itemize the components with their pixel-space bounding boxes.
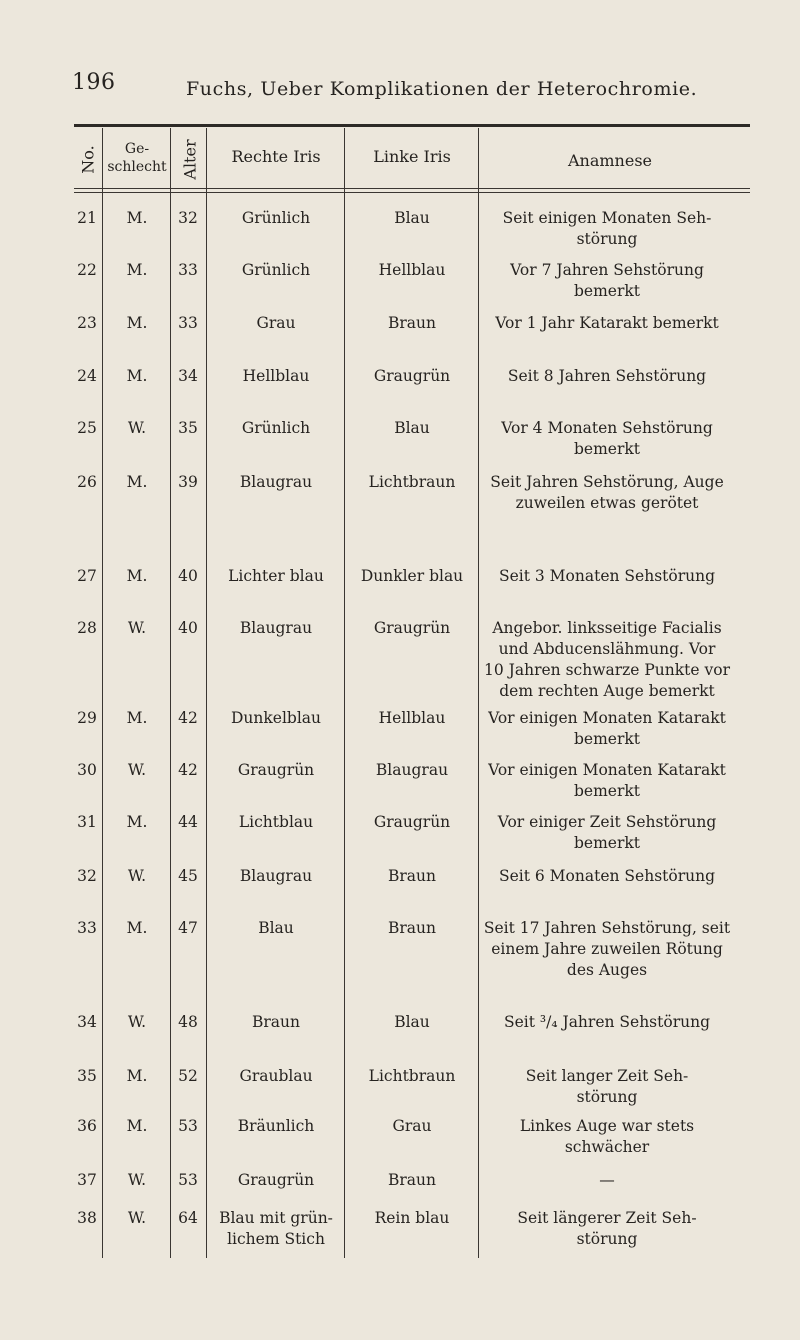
row-anamnesis: Seit 17 Jahren Sehstörung, seit einem Jahre zuweilen Rötung des Auges bbox=[483, 919, 731, 979]
row-anamnesis: — bbox=[599, 1171, 615, 1189]
column-rule-1 bbox=[102, 128, 103, 1258]
row-right-iris: Bräunlich bbox=[237, 1117, 315, 1135]
row-anamnesis: Seit längerer Zeit Seh- störung bbox=[517, 1209, 697, 1248]
row-anamnesis: Seit Jahren Sehstörung, Auge zuweilen etwas gerötet bbox=[490, 473, 724, 512]
row-number: 31 bbox=[77, 813, 97, 831]
row-sex: M. bbox=[126, 209, 148, 227]
row-sex: W. bbox=[127, 867, 147, 885]
row-sex: W. bbox=[127, 1209, 147, 1227]
row-number: 34 bbox=[77, 1013, 97, 1031]
row-anamnesis: Seit 3 Monaten Sehstörung bbox=[498, 567, 716, 585]
column-rule-5 bbox=[478, 128, 479, 1258]
row-number: 26 bbox=[77, 473, 97, 491]
row-sex: M. bbox=[126, 473, 148, 491]
row-anamnesis: Vor einigen Monaten Katarakt bemerkt bbox=[488, 709, 726, 748]
row-number: 36 bbox=[77, 1117, 97, 1135]
row-anamnesis: Vor 1 Jahr Katarakt bemerkt bbox=[495, 314, 719, 332]
row-sex: M. bbox=[126, 1117, 148, 1135]
row-sex: M. bbox=[126, 919, 148, 937]
row-right-iris: Graugrün bbox=[237, 761, 315, 779]
row-number: 33 bbox=[77, 919, 97, 937]
row-age: 34 bbox=[178, 367, 198, 385]
row-left-iris: Lichtbraun bbox=[368, 1067, 456, 1085]
row-right-iris: Grünlich bbox=[241, 209, 311, 227]
row-anamnesis: Vor einigen Monaten Katarakt bemerkt bbox=[488, 761, 726, 800]
row-right-iris: Blaugrau bbox=[239, 473, 313, 491]
row-right-iris: Blaugrau bbox=[239, 619, 313, 637]
row-age: 40 bbox=[178, 619, 198, 637]
row-left-iris: Graugrün bbox=[373, 367, 451, 385]
row-right-iris: Blau mit grün- lichem Stich bbox=[219, 1209, 333, 1248]
row-age: 42 bbox=[178, 709, 198, 727]
row-age: 53 bbox=[178, 1171, 198, 1189]
row-age: 47 bbox=[178, 919, 198, 937]
row-number: 28 bbox=[77, 619, 97, 637]
row-left-iris: Blau bbox=[394, 209, 430, 227]
row-sex: M. bbox=[126, 567, 148, 585]
running-head: Fuchs, Ueber Komplikationen der Heterochromie. bbox=[186, 78, 698, 100]
row-sex: M. bbox=[126, 813, 148, 831]
row-age: 53 bbox=[178, 1117, 198, 1135]
row-left-iris: Lichtbraun bbox=[368, 473, 456, 491]
row-sex: M. bbox=[126, 261, 148, 279]
header-anamnesis: Anamnese bbox=[567, 151, 653, 170]
row-number: 24 bbox=[77, 367, 97, 385]
header-age: Alter bbox=[180, 139, 200, 180]
row-number: 25 bbox=[77, 419, 97, 437]
row-left-iris: Blaugrau bbox=[375, 761, 449, 779]
row-age: 40 bbox=[178, 567, 198, 585]
row-age: 64 bbox=[178, 1209, 198, 1227]
row-left-iris: Braun bbox=[387, 1171, 436, 1189]
row-number: 32 bbox=[77, 867, 97, 885]
row-age: 48 bbox=[178, 1013, 198, 1031]
row-age: 33 bbox=[178, 261, 198, 279]
row-left-iris: Graugrün bbox=[373, 619, 451, 637]
row-sex: W. bbox=[127, 1013, 147, 1031]
row-right-iris: Lichtblau bbox=[238, 813, 314, 831]
row-sex: M. bbox=[126, 709, 148, 727]
row-sex: W. bbox=[127, 1171, 147, 1189]
row-sex: W. bbox=[127, 761, 147, 779]
row-left-iris: Hellblau bbox=[378, 261, 446, 279]
row-left-iris: Braun bbox=[387, 314, 436, 332]
row-right-iris: Blaugrau bbox=[239, 867, 313, 885]
row-left-iris: Braun bbox=[387, 867, 436, 885]
column-rule-3 bbox=[206, 128, 207, 1258]
row-right-iris: Grünlich bbox=[241, 419, 311, 437]
column-rule-4 bbox=[344, 128, 345, 1258]
row-anamnesis: Seit 6 Monaten Sehstörung bbox=[498, 867, 716, 885]
row-right-iris: Dunkelblau bbox=[230, 709, 322, 727]
row-number: 30 bbox=[77, 761, 97, 779]
row-left-iris: Hellblau bbox=[378, 709, 446, 727]
row-left-iris: Graugrün bbox=[373, 813, 451, 831]
row-number: 35 bbox=[77, 1067, 97, 1085]
header-rule-top bbox=[74, 188, 750, 189]
row-right-iris: Braun bbox=[251, 1013, 300, 1031]
row-anamnesis: Vor einiger Zeit Sehstörung bemerkt bbox=[497, 813, 717, 852]
row-right-iris: Blau bbox=[258, 919, 294, 937]
row-left-iris: Blau bbox=[394, 419, 430, 437]
page-number: 196 bbox=[72, 70, 116, 95]
row-anamnesis: Seit einigen Monaten Seh- störung bbox=[502, 209, 712, 248]
row-age: 35 bbox=[178, 419, 198, 437]
row-left-iris: Braun bbox=[387, 919, 436, 937]
row-number: 27 bbox=[77, 567, 97, 585]
header-sex: Ge- schlecht bbox=[107, 141, 167, 175]
row-sex: M. bbox=[126, 314, 148, 332]
row-sex: M. bbox=[126, 1067, 148, 1085]
row-anamnesis: Seit langer Zeit Seh- störung bbox=[525, 1067, 689, 1106]
row-right-iris: Lichter blau bbox=[228, 567, 324, 585]
row-anamnesis: Seit ³/₄ Jahren Sehstörung bbox=[504, 1013, 710, 1031]
row-right-iris: Grau bbox=[256, 314, 296, 332]
row-number: 37 bbox=[77, 1171, 97, 1189]
row-number: 21 bbox=[77, 209, 97, 227]
row-left-iris: Rein blau bbox=[374, 1209, 450, 1227]
row-sex: W. bbox=[127, 419, 147, 437]
table-top-rule bbox=[74, 124, 750, 127]
row-age: 45 bbox=[178, 867, 198, 885]
row-left-iris: Blau bbox=[394, 1013, 430, 1031]
row-number: 22 bbox=[77, 261, 97, 279]
header-rule-bottom bbox=[74, 192, 750, 193]
row-anamnesis: Seit 8 Jahren Sehstörung bbox=[507, 367, 707, 385]
row-right-iris: Graugrün bbox=[237, 1171, 315, 1189]
row-number: 29 bbox=[77, 709, 97, 727]
row-age: 42 bbox=[178, 761, 198, 779]
header-no: No. bbox=[78, 145, 98, 174]
row-sex: M. bbox=[126, 367, 148, 385]
row-left-iris: Dunkler blau bbox=[360, 567, 464, 585]
row-age: 33 bbox=[178, 314, 198, 332]
row-sex: W. bbox=[127, 619, 147, 637]
row-number: 38 bbox=[77, 1209, 97, 1227]
row-anamnesis: Angebor. linksseitige Facialis und Abducenslähmung. Vor 10 Jahren schwarze Punkte vor dem rechten Auge bemerkt bbox=[484, 619, 730, 700]
row-anamnesis: Vor 4 Monaten Sehstörung bemerkt bbox=[501, 419, 713, 458]
row-anamnesis: Vor 7 Jahren Sehstörung bemerkt bbox=[510, 261, 704, 300]
header-left-iris: Linke Iris bbox=[373, 147, 451, 166]
row-age: 32 bbox=[178, 209, 198, 227]
row-number: 23 bbox=[77, 314, 97, 332]
row-age: 44 bbox=[178, 813, 198, 831]
row-anamnesis: Linkes Auge war stets schwächer bbox=[519, 1117, 695, 1156]
row-left-iris: Grau bbox=[392, 1117, 432, 1135]
row-age: 52 bbox=[178, 1067, 198, 1085]
row-right-iris: Hellblau bbox=[242, 367, 310, 385]
column-rule-2 bbox=[170, 128, 171, 1258]
row-right-iris: Grünlich bbox=[241, 261, 311, 279]
row-right-iris: Graublau bbox=[239, 1067, 313, 1085]
header-right-iris: Rechte Iris bbox=[231, 147, 321, 166]
row-age: 39 bbox=[178, 473, 198, 491]
